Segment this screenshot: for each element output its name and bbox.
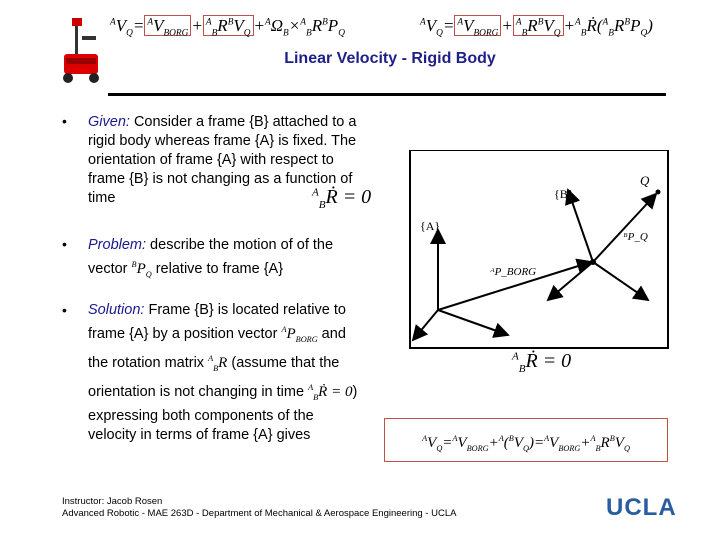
frame-b-label: {B} bbox=[554, 187, 574, 201]
point-q-label: Q bbox=[640, 173, 650, 188]
frame-a-label: {A} bbox=[420, 219, 441, 233]
rdot-zero-inline: $^A_B$Ṙ = 0 bbox=[308, 383, 353, 402]
page-title: Linear Velocity - Rigid Body bbox=[284, 50, 496, 67]
header-equation-right: $^AV_Q= ^AV_{BORG} + ^A_BR^BV_Q$ $+^A_BṘ(^A_BR^BP_Q)$ bbox=[420, 16, 653, 39]
solution-label: Solution: bbox=[88, 302, 145, 318]
bullet-marker: • bbox=[62, 113, 67, 129]
bullet-marker: • bbox=[62, 302, 67, 318]
pq-label: ᴮP_Q bbox=[623, 231, 648, 243]
footer-course: Advanced Robotic - MAE 263D - Department of Mechanical & Aerospace Engineering - UCLA bbox=[62, 508, 457, 519]
abr-symbol: $^A_B$R bbox=[208, 354, 228, 373]
bpq-symbol: $^BP_Q$ bbox=[131, 260, 152, 279]
pborg-label: ᴬP_BORG bbox=[490, 266, 537, 278]
title-divider bbox=[108, 93, 666, 96]
given-label: Given: bbox=[88, 114, 130, 130]
solution-paragraph: Solution: Frame {B} is located relative to frame {A} by a position vector $^AP_{BORG}$ and the rotation matrix $^A_B$R (assume that the orientation is not changing in time $^A_B$Ṙ = 0) expressing both components of the velocity in terms of frame {A} gives bbox=[88, 302, 358, 443]
header-equation-left: $^AV_Q= ^AV_{BORG} + ^A_BR^BV_Q +^A\Omega_B\times^A_BR^BP_Q$ bbox=[110, 16, 345, 39]
apborg-symbol: $^AP_{BORG}$ bbox=[281, 325, 318, 344]
problem-label: Problem: bbox=[88, 237, 147, 253]
rdot-zero-equation-2: $^A_B$Ṙ = 0 bbox=[512, 350, 572, 375]
given-text: Consider a frame {B} attached to a rigid body whereas frame {A} is fixed. The orientation of frame {A} with respect to frame {B} is not changing as a function of time bbox=[88, 114, 357, 206]
footer bbox=[62, 496, 456, 520]
ucla-logo: UCLA bbox=[606, 494, 677, 521]
rdot-zero-equation-1: $^A_B$Ṙ = 0 bbox=[312, 186, 372, 211]
problem-paragraph: Problem: describe the motion of of the vector $^BP_Q$ relative to frame {A} bbox=[88, 237, 334, 279]
result-equation: $^AV_Q=^AV_{BORG}+^A(^BV_Q)=^AV_{BORG}+^A_BR^BV_Q$ bbox=[384, 418, 668, 462]
frame-diagram bbox=[408, 150, 678, 350]
bullet-marker: • bbox=[62, 236, 67, 252]
footer-instructor: Instructor: Jacob Rosen bbox=[62, 496, 163, 507]
